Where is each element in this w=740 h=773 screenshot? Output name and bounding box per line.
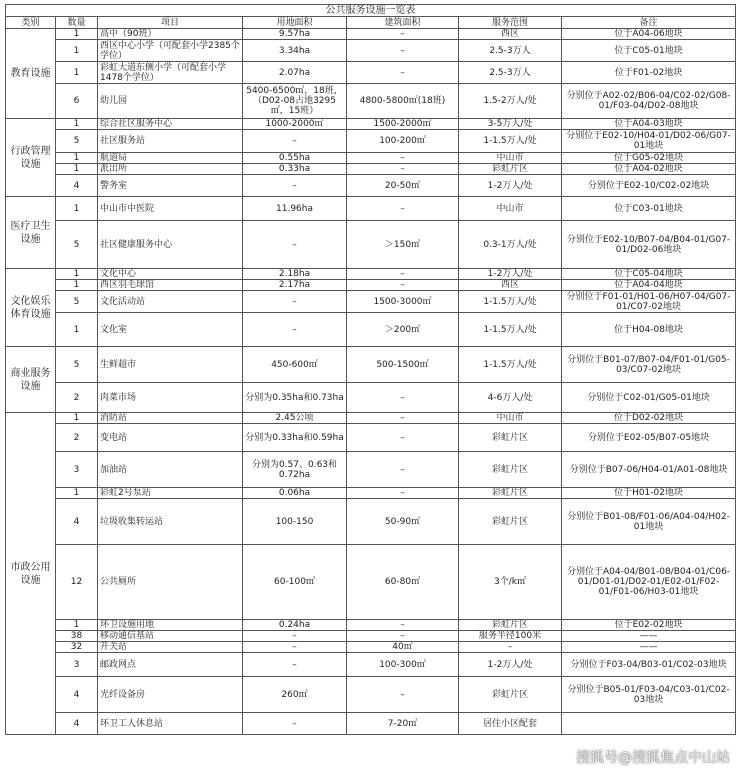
building-area-cell: – [347, 631, 459, 642]
table-row [6, 40, 736, 62]
building-area-cell: 7-20㎡ [347, 713, 459, 735]
item-cell: 高中（90班） [98, 29, 243, 40]
table-row [6, 488, 736, 499]
land-area-cell: 100-150 [243, 499, 347, 545]
land-area-cell: 0.33ha [243, 164, 347, 175]
building-area-cell: 60-80㎡ [347, 545, 459, 620]
item-cell: 加油站 [98, 452, 243, 488]
quantity-cell: 32 [56, 642, 98, 653]
quantity-cell: 1 [56, 153, 98, 164]
building-area-cell: – [347, 424, 459, 452]
table-row [6, 642, 736, 653]
note-cell: —— [562, 631, 736, 642]
service-scope-cell: 1-1.5万人/处 [459, 130, 562, 153]
service-scope-cell: 彩虹片区 [459, 452, 562, 488]
land-area-cell: 分别为0.33ha和0.59ha [243, 424, 347, 452]
building-area-cell: 1500-3000㎡ [347, 291, 459, 313]
facility-table-wrapper [5, 4, 735, 735]
land-area-cell: 5400-6500㎡，18班，（D02-08占地3295㎡，15班） [243, 84, 347, 119]
building-area-cell: 100-200㎡ [347, 130, 459, 153]
title-row [6, 5, 736, 17]
note-cell: 位于E02-02地块 [562, 620, 736, 631]
note-cell: 分别位于C02-01/G05-01地块 [562, 383, 736, 413]
land-area-cell: 60-100㎡ [243, 545, 347, 620]
note-cell: 位于G05-02地块 [562, 153, 736, 164]
service-scope-cell: 1-1.5万人/处 [459, 347, 562, 383]
land-area-cell: 2.17ha [243, 280, 347, 291]
item-cell: 西区羽毛球馆 [98, 280, 243, 291]
table-row [6, 383, 736, 413]
table-row [6, 221, 736, 269]
building-area-cell: 20-50㎡ [347, 175, 459, 197]
note-cell: 位于A04-03地块 [562, 119, 736, 130]
header-building-area: 建筑面积 [347, 17, 459, 29]
item-cell: 警务室 [98, 175, 243, 197]
table-row [6, 197, 736, 221]
service-scope-cell: 2.5-3万人 [459, 40, 562, 62]
service-scope-cell: 彩虹片区 [459, 499, 562, 545]
land-area-cell: – [243, 653, 347, 677]
table-row [6, 713, 736, 735]
table-row [6, 130, 736, 153]
item-cell: 彩虹大道东侧小学（可配套小学1478个学位） [98, 62, 243, 84]
item-cell: 中山市中医院 [98, 197, 243, 221]
table-row [6, 119, 736, 130]
service-scope-cell: – [459, 642, 562, 653]
item-cell: 邮政网点 [98, 653, 243, 677]
service-scope-cell: 中山市 [459, 197, 562, 221]
quantity-cell: 5 [56, 130, 98, 153]
building-area-cell: 4800-5800㎡(18班) [347, 84, 459, 119]
land-area-cell: 11.96ha [243, 197, 347, 221]
land-area-cell: 2.45公顷 [243, 413, 347, 424]
land-area-cell: 0.24ha [243, 620, 347, 631]
table-row [6, 84, 736, 119]
note-cell: 位于A04-02地块 [562, 164, 736, 175]
service-scope-cell: 居住小区配套 [459, 713, 562, 735]
item-cell: 西区中心小学（可配套小学2385个学位） [98, 40, 243, 62]
note-cell: 分别位于B05-01/F03-04/C03-01/C02-03地块 [562, 677, 736, 713]
note-cell: 位于C03-01地块 [562, 197, 736, 221]
table-row [6, 653, 736, 677]
quantity-cell: 1 [56, 62, 98, 84]
quantity-cell: 5 [56, 291, 98, 313]
building-area-cell: – [347, 269, 459, 280]
building-area-cell: – [347, 620, 459, 631]
item-cell: 文化中心 [98, 269, 243, 280]
table-row [6, 175, 736, 197]
land-area-cell: – [243, 221, 347, 269]
note-cell: 位于A04-06地块 [562, 29, 736, 40]
land-area-cell: 3.34ha [243, 40, 347, 62]
category-cell: 教育设施 [6, 29, 56, 119]
service-scope-cell: 2.5-3万人 [459, 62, 562, 84]
service-scope-cell: 彩虹片区 [459, 488, 562, 499]
service-scope-cell: 4-6万人/处 [459, 383, 562, 413]
item-cell: 社区服务站 [98, 130, 243, 153]
table-row [6, 545, 736, 620]
land-area-cell: 260㎡ [243, 677, 347, 713]
note-cell: 位于F01-02地块 [562, 62, 736, 84]
item-cell: 彩虹2号泵站 [98, 488, 243, 499]
service-scope-cell: 彩虹片区 [459, 164, 562, 175]
quantity-cell: 4 [56, 499, 98, 545]
note-cell: 位于A04-04地块 [562, 280, 736, 291]
service-scope-cell: 彩虹片区 [459, 677, 562, 713]
service-scope-cell: 彩虹片区 [459, 620, 562, 631]
table-row [6, 280, 736, 291]
table-row [6, 347, 736, 383]
service-scope-cell: 3-5万人/处 [459, 119, 562, 130]
building-area-cell: – [347, 40, 459, 62]
quantity-cell: 4 [56, 175, 98, 197]
service-scope-cell: 0.3-1万人/处 [459, 221, 562, 269]
note-cell: 分别位于E02-10/H04-01/D02-06/G07-01地块 [562, 130, 736, 153]
quantity-cell: 2 [56, 424, 98, 452]
item-cell: 光纤设备房 [98, 677, 243, 713]
header-item: 项目 [98, 17, 243, 29]
note-cell: 分别位于B01-07/B07-04/F01-01/G05-03/C07-02地块 [562, 347, 736, 383]
building-area-cell: – [347, 383, 459, 413]
category-cell: 市政公用设施 [6, 413, 56, 735]
note-cell: 分别位于B07-06/H04-01/A01-08地块 [562, 452, 736, 488]
note-cell: 分别位于A02-02/B06-04/C02-02/G08-01/F03-04/D02-08地块 [562, 84, 736, 119]
item-cell: 环卫设施用地 [98, 620, 243, 631]
service-scope-cell: 西区 [459, 29, 562, 40]
table-row [6, 499, 736, 545]
land-area-cell: – [243, 313, 347, 347]
land-area-cell: 1000-2000㎡ [243, 119, 347, 130]
quantity-cell: 6 [56, 84, 98, 119]
quantity-cell: 1 [56, 164, 98, 175]
quantity-cell: 3 [56, 653, 98, 677]
land-area-cell: – [243, 642, 347, 653]
quantity-cell: 2 [56, 383, 98, 413]
quantity-cell: 1 [56, 413, 98, 424]
item-cell: 综合社区服务中心 [98, 119, 243, 130]
table-row [6, 452, 736, 488]
header-quantity: 数量 [56, 17, 98, 29]
land-area-cell: 分别为0.35ha和0.73ha [243, 383, 347, 413]
item-cell: 肉菜市场 [98, 383, 243, 413]
table-row [6, 413, 736, 424]
table-row [6, 62, 736, 84]
quantity-cell: 1 [56, 119, 98, 130]
building-area-cell: – [347, 62, 459, 84]
service-scope-cell: 1-2万人/处 [459, 175, 562, 197]
header-land-area: 用地面积 [243, 17, 347, 29]
table-row [6, 620, 736, 631]
header-service-scope: 服务范围 [459, 17, 562, 29]
service-scope-cell: 西区 [459, 280, 562, 291]
building-area-cell: 500-1500㎡ [347, 347, 459, 383]
item-cell: 生鲜超市 [98, 347, 243, 383]
building-area-cell: – [347, 197, 459, 221]
table-title: 公共服务设施一览表 [6, 5, 736, 17]
note-cell: 分别位于B01-08/F01-06/A04-04/H02-01地块 [562, 499, 736, 545]
item-cell: 开关站 [98, 642, 243, 653]
quantity-cell: 1 [56, 280, 98, 291]
note-cell: 分别位于E02-10/C02-02地块 [562, 175, 736, 197]
quantity-cell: 1 [56, 29, 98, 40]
building-area-cell: – [347, 29, 459, 40]
item-cell: 文化活动站 [98, 291, 243, 313]
quantity-cell: 3 [56, 452, 98, 488]
note-cell: 位于H04-08地块 [562, 313, 736, 347]
land-area-cell: 450-600㎡ [243, 347, 347, 383]
service-scope-cell: 1-1.5万人/处 [459, 313, 562, 347]
building-area-cell: – [347, 677, 459, 713]
land-area-cell: 9.57ha [243, 29, 347, 40]
item-cell: 垃圾收集转运站 [98, 499, 243, 545]
building-area-cell: 40㎡ [347, 642, 459, 653]
building-area-cell: – [347, 413, 459, 424]
quantity-cell: 1 [56, 197, 98, 221]
quantity-cell: 1 [56, 40, 98, 62]
building-area-cell: – [347, 488, 459, 499]
header-row [6, 17, 736, 29]
note-cell: 位于D02-02地块 [562, 413, 736, 424]
note-cell: 分别位于F03-04/B03-01/C02-03地块 [562, 653, 736, 677]
table-row [6, 291, 736, 313]
land-area-cell: – [243, 291, 347, 313]
building-area-cell: – [347, 153, 459, 164]
land-area-cell: – [243, 130, 347, 153]
service-scope-cell: 1-2万人/处 [459, 269, 562, 280]
land-area-cell: – [243, 713, 347, 735]
table-row [6, 677, 736, 713]
watermark: 搜狐号@搜狐焦点中山站 [576, 750, 730, 766]
table-row [6, 313, 736, 347]
table-row [6, 153, 736, 164]
quantity-cell: 4 [56, 677, 98, 713]
service-scope-cell: 1-2万人/处 [459, 653, 562, 677]
item-cell: 变电站 [98, 424, 243, 452]
quantity-cell: 12 [56, 545, 98, 620]
quantity-cell: 1 [56, 313, 98, 347]
table-row [6, 29, 736, 40]
service-scope-cell: 1-1.5万人/处 [459, 291, 562, 313]
category-cell: 商业服务设施 [6, 347, 56, 413]
table-row [6, 164, 736, 175]
header-note: 备注 [562, 17, 736, 29]
note-cell: 位于C05-04地块 [562, 269, 736, 280]
item-cell: 派出所 [98, 164, 243, 175]
table-row [6, 424, 736, 452]
note-cell: 位于H01-02地块 [562, 488, 736, 499]
service-scope-cell: 服务半径100米 [459, 631, 562, 642]
building-area-cell: ＞200㎡ [347, 313, 459, 347]
quantity-cell: 5 [56, 221, 98, 269]
land-area-cell: 0.55ha [243, 153, 347, 164]
building-area-cell: – [347, 280, 459, 291]
item-cell: 环卫工人休息站 [98, 713, 243, 735]
item-cell: 幼儿园 [98, 84, 243, 119]
item-cell: 文化室 [98, 313, 243, 347]
item-cell: 公共厕所 [98, 545, 243, 620]
quantity-cell: 38 [56, 631, 98, 642]
building-area-cell: – [347, 452, 459, 488]
note-cell: 分别位于E02-10/B07-04/B04-01/G07-01/D02-06地块 [562, 221, 736, 269]
quantity-cell: 1 [56, 488, 98, 499]
note-cell: —— [562, 642, 736, 653]
item-cell: 航道局 [98, 153, 243, 164]
table-row [6, 631, 736, 642]
service-scope-cell: 1.5-2万人/处 [459, 84, 562, 119]
building-area-cell: 50-90㎡ [347, 499, 459, 545]
item-cell: 移动通信基站 [98, 631, 243, 642]
category-cell: 行政管理设施 [6, 119, 56, 197]
building-area-cell: 100-300㎡ [347, 653, 459, 677]
land-area-cell: – [243, 175, 347, 197]
facility-table [5, 4, 736, 735]
quantity-cell: 5 [56, 347, 98, 383]
service-scope-cell: 彩虹片区 [459, 424, 562, 452]
note-cell: 分别位于E02-05/B07-05地块 [562, 424, 736, 452]
quantity-cell: 1 [56, 620, 98, 631]
quantity-cell: 1 [56, 269, 98, 280]
building-area-cell: 1500-2000㎡ [347, 119, 459, 130]
building-area-cell: ＞150㎡ [347, 221, 459, 269]
building-area-cell: – [347, 164, 459, 175]
note-cell: 位于C05-01地块 [562, 40, 736, 62]
land-area-cell: 0.06ha [243, 488, 347, 499]
note-cell: 分别位于F01-01/H01-06/H07-04/G07-01/C07-02地块 [562, 291, 736, 313]
category-cell: 医疗卫生设施 [6, 197, 56, 269]
note-cell: 分别位于A04-04/B01-08/B04-01/C06-01/D01-01/D02-01/E02-01/F02-01/F01-06/H03-01地块 [562, 545, 736, 620]
item-cell: 消防站 [98, 413, 243, 424]
quantity-cell: 4 [56, 713, 98, 735]
land-area-cell: 2.18ha [243, 269, 347, 280]
service-scope-cell: 中山市 [459, 413, 562, 424]
land-area-cell: 2.07ha [243, 62, 347, 84]
header-category: 类别 [6, 17, 56, 29]
service-scope-cell: 中山市 [459, 153, 562, 164]
land-area-cell: – [243, 631, 347, 642]
note-cell [562, 713, 736, 735]
category-cell: 文化娱乐体育设施 [6, 269, 56, 347]
table-row [6, 269, 736, 280]
service-scope-cell: 3个/k㎡ [459, 545, 562, 620]
item-cell: 社区健康服务中心 [98, 221, 243, 269]
land-area-cell: 分别为0.57、0.63和0.72ha [243, 452, 347, 488]
